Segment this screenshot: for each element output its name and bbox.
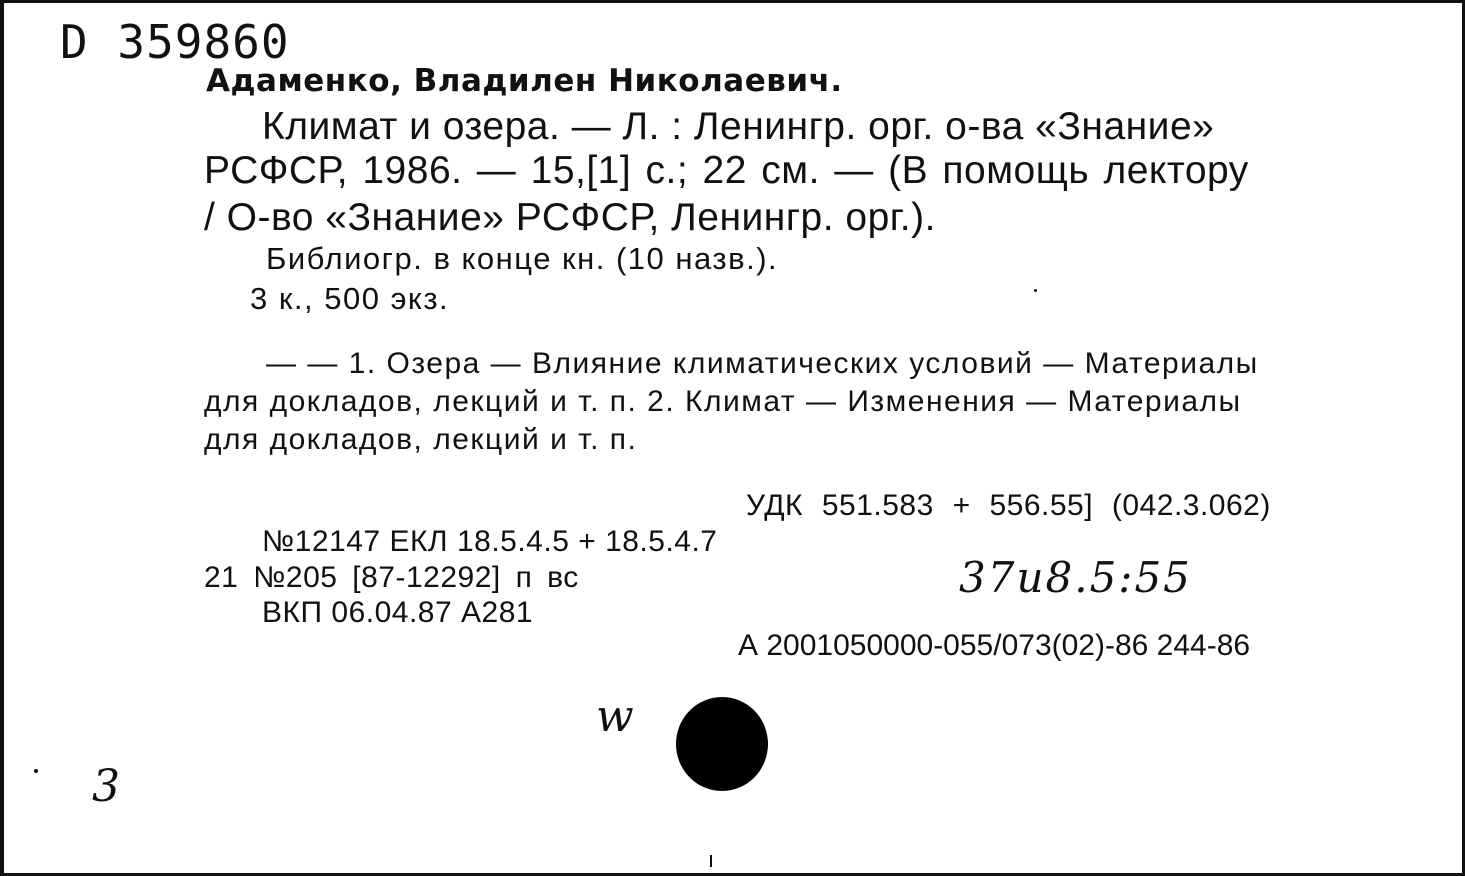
bibliographic-number: 21 №205 [87-12292] п вс: [204, 561, 579, 594]
author-heading: Адаменко, Владилен Николаевич.: [206, 63, 843, 99]
title-line-2: РСФСР, 1986. — 15,[1] с.; 22 см. — (В помощь лектору: [204, 149, 1249, 192]
subject-line-2: для докладов, лекций и т. п. 2. Климат — Изменения — Материалы: [204, 385, 1242, 418]
handwritten-number: 3: [92, 761, 120, 812]
udc-code: УДК 551.583 + 556.55] (042.3.062): [746, 489, 1271, 522]
title-line-1: Климат и озера. — Л. : Ленингр. орг. о-ва «Знание»: [262, 105, 1215, 148]
ink-speck: [1034, 289, 1037, 292]
vkp-code: ВКП 06.04.87 А281: [262, 596, 534, 629]
publisher-code: А 2001050000-055/073(02)-86 244-86: [738, 629, 1251, 662]
ink-speck: [710, 855, 712, 867]
ekl-code: №12147 ЕКЛ 18.5.4.5 + 18.5.4.7: [262, 525, 718, 558]
punch-hole: [676, 697, 768, 791]
bibliography-note: Библиогр. в конце кн. (10 назв.).: [266, 241, 779, 276]
call-number: D 359860: [60, 15, 290, 69]
price-print-run-note: 3 к., 500 экз.: [250, 281, 450, 316]
title-line-3: / О-во «Знание» РСФСР, Ленингр. орг.).: [204, 196, 936, 239]
handwritten-mark: w: [596, 691, 634, 742]
ink-speck: [34, 769, 38, 773]
subject-line-1: — — 1. Озера — Влияние климатических условий — Материалы: [266, 347, 1259, 380]
handwritten-classification: 37и8.5:55: [959, 553, 1192, 602]
subject-line-3: для докладов, лекций и т. п.: [204, 423, 638, 456]
